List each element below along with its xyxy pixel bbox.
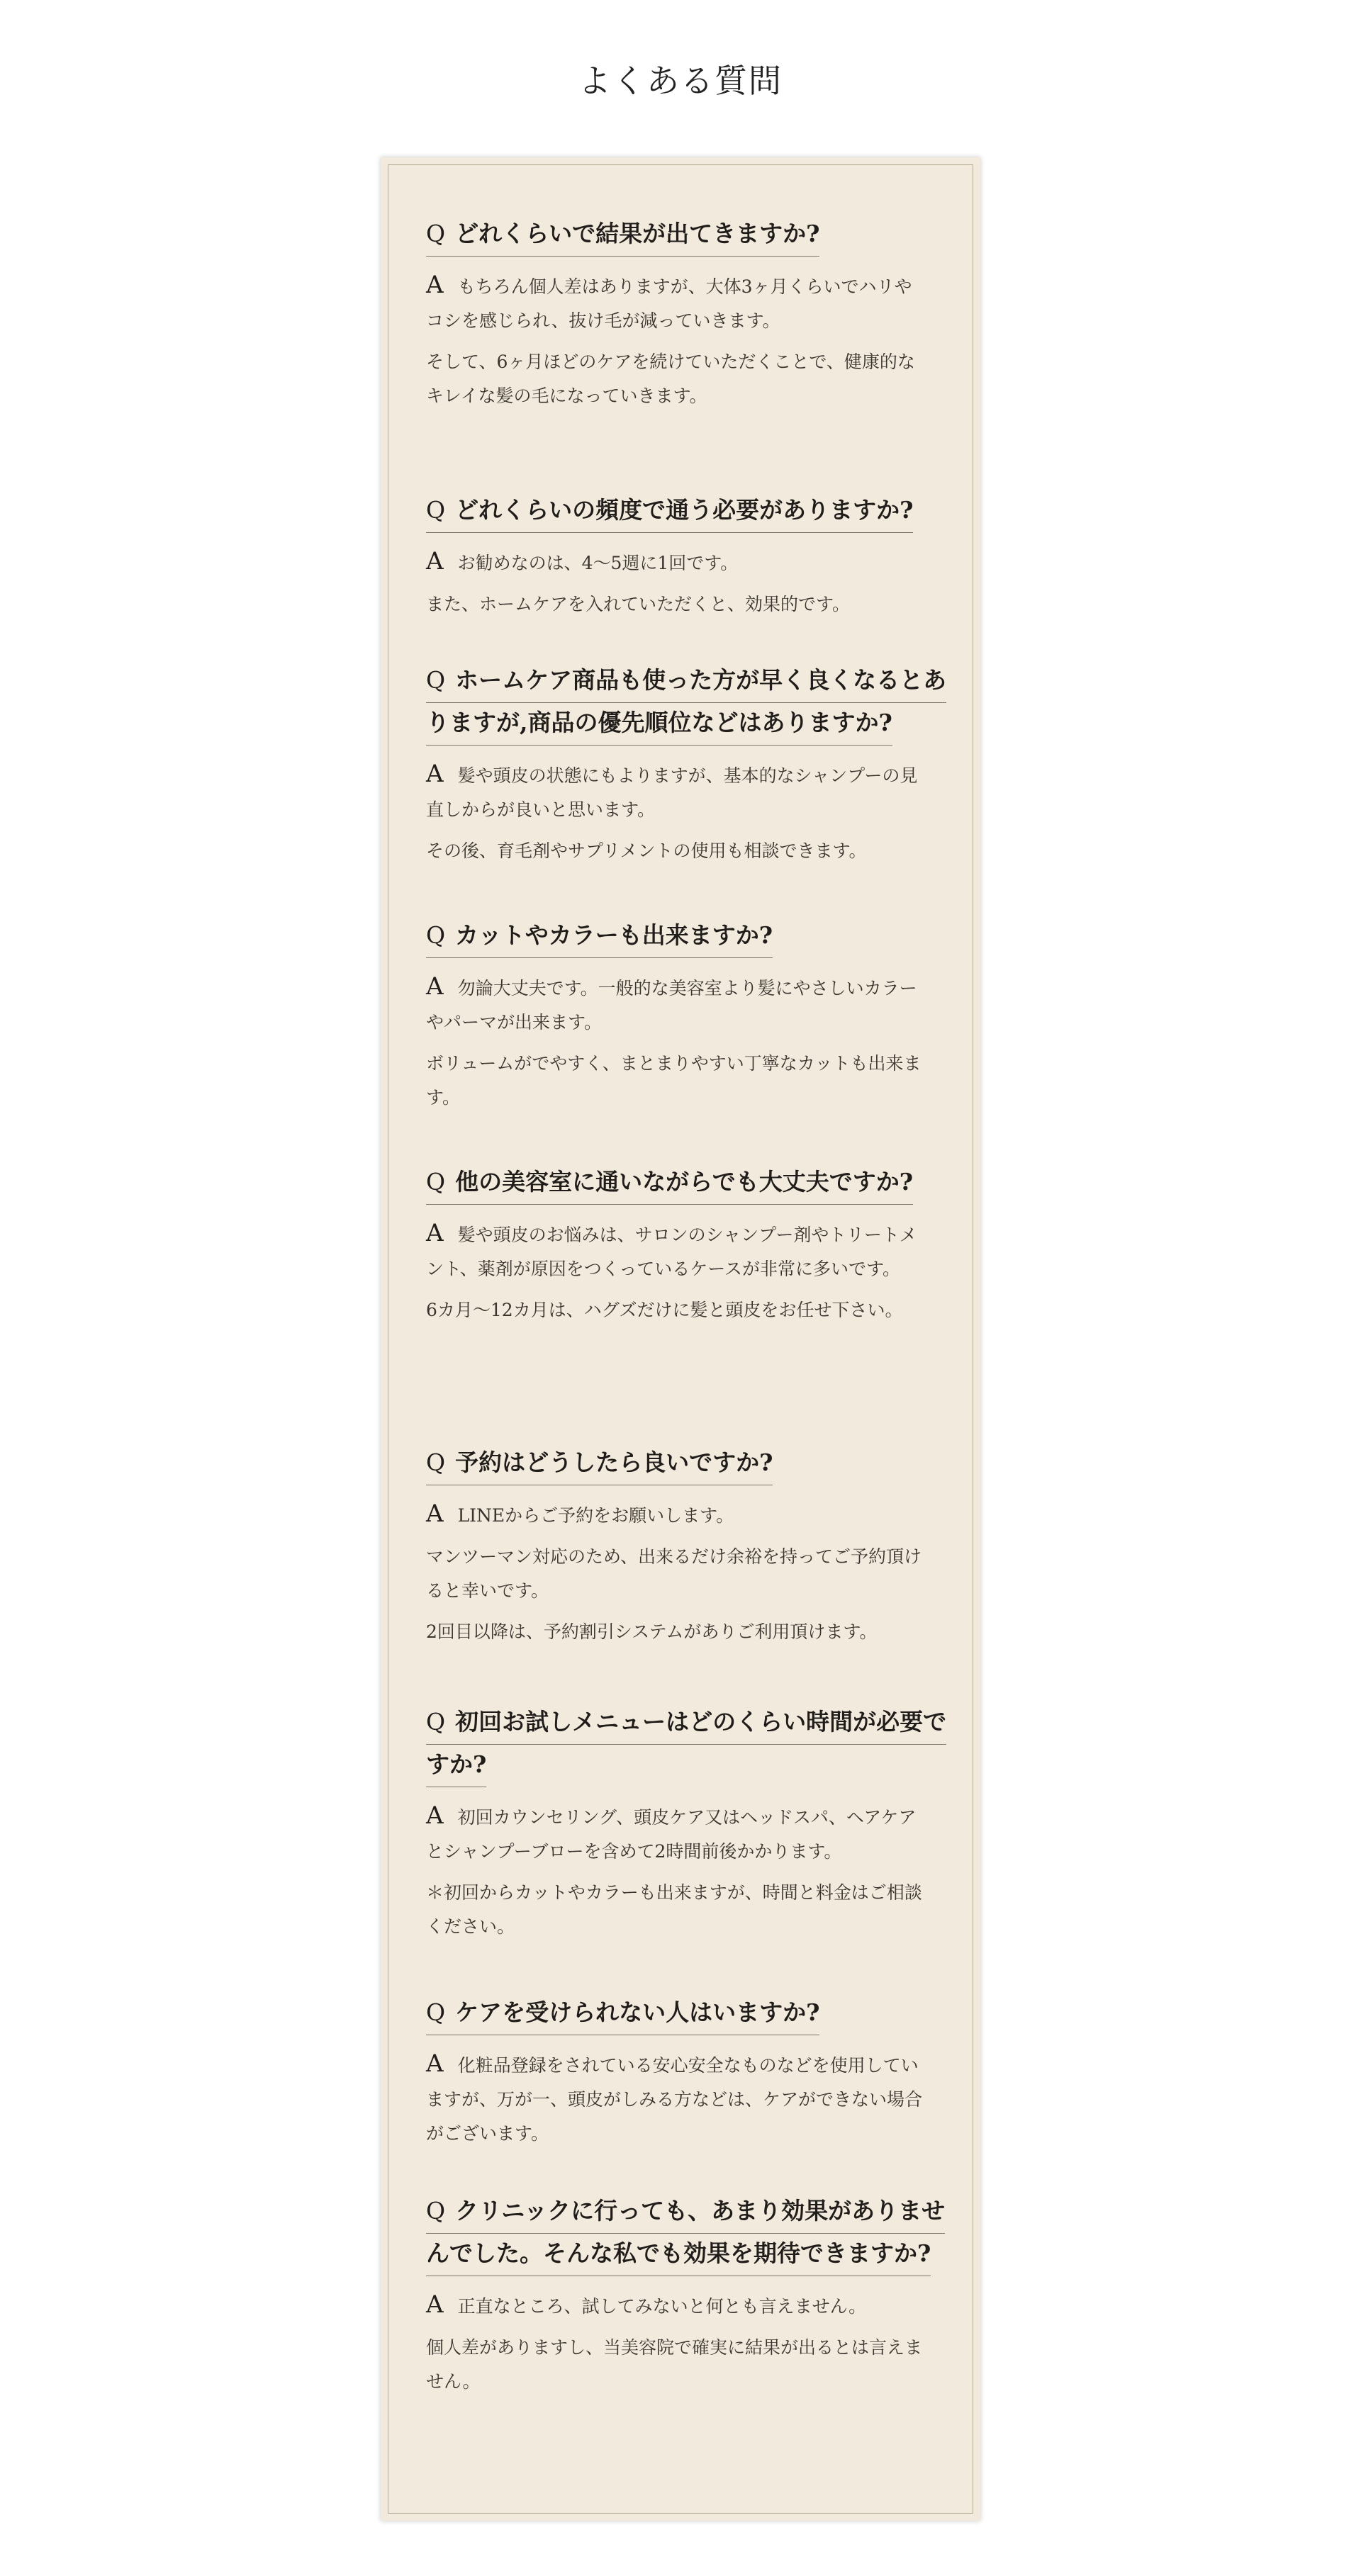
faq-answer bbox=[426, 2288, 947, 2399]
faq-answer bbox=[426, 544, 947, 621]
q-mark: Q bbox=[426, 1708, 446, 1736]
faq-item-8 bbox=[426, 1991, 947, 2158]
faq-question bbox=[426, 489, 947, 531]
a-mark: A bbox=[426, 2049, 444, 2078]
faq-question bbox=[426, 213, 947, 255]
q-mark: Q bbox=[426, 2197, 446, 2225]
answer-paragraph: ＊初回からカットやカラーも出来ますが、時間と料金はご相談ください。 bbox=[426, 1882, 922, 1937]
faq-answer bbox=[426, 1497, 947, 1649]
a-mark: A bbox=[426, 1801, 444, 1830]
a-mark: A bbox=[426, 1219, 444, 1247]
faq-question bbox=[426, 2190, 947, 2275]
q-mark: Q bbox=[426, 666, 446, 694]
question-text: どれくらいの頻度で通う必要がありますか? bbox=[455, 496, 914, 524]
faq-question bbox=[426, 1441, 947, 1484]
faq-question bbox=[426, 659, 947, 744]
answer-paragraph: そして、6ヶ月ほどのケアを続けていただくことで、健康的なキレイな髪の毛になっていきます。 bbox=[426, 351, 915, 406]
faq-answer bbox=[426, 2047, 947, 2151]
answer-text: 髪や頭皮の状態にもよりますが、基本的なシャンプーの見直しからが良いと思います。 bbox=[426, 765, 918, 820]
question-text: カットやカラーも出来ますか? bbox=[455, 921, 773, 949]
answer-text: 化粧品登録をされている安心安全なものなどを使用していますが、万が一、頭皮がしみる方などは、ケアができない場合がございます。 bbox=[426, 2055, 923, 2144]
faq-item-9 bbox=[426, 2190, 947, 2406]
faq-item-2 bbox=[426, 489, 947, 629]
faq-item-7 bbox=[426, 1701, 947, 1951]
question-text: 予約はどうしたら良いですか? bbox=[455, 1449, 773, 1476]
answer-text: 勿論大丈夫です。一般的な美容室より髪にやさしいカラーやパーマが出来ます。 bbox=[426, 978, 917, 1033]
faq-answer bbox=[426, 969, 947, 1115]
answer-text: 初回カウンセリング、頭皮ケア又はヘッドスパ、ヘアケアとシャンプーブローを含めて2時間前後かかります。 bbox=[426, 1807, 917, 1862]
a-mark: A bbox=[426, 972, 444, 1001]
question-text: ホームケア商品も使った方が早く良くなるとありますが,商品の優先順位などはありますか? bbox=[426, 666, 947, 736]
answer-text: 髪や頭皮のお悩みは、サロンのシャンプー剤やトリートメント、薬剤が原因をつくっているケースが非常に多いです。 bbox=[426, 1225, 917, 1279]
q-mark: Q bbox=[426, 1168, 446, 1196]
q-mark: Q bbox=[426, 921, 446, 949]
page-title: よくある質問 bbox=[578, 62, 783, 100]
faq-item-4 bbox=[426, 914, 947, 1122]
a-mark: A bbox=[426, 271, 444, 299]
question-text: クリニックに行っても、あまり効果がありませんでした。そんな私でも効果を期待できますか? bbox=[426, 2197, 946, 2267]
question-text: どれくらいで結果が出てきますか? bbox=[455, 220, 820, 247]
q-mark: Q bbox=[426, 220, 446, 247]
faq-item-3 bbox=[426, 659, 947, 875]
faq-question bbox=[426, 1701, 947, 1786]
faq-question bbox=[426, 1991, 947, 2034]
answer-paragraph: 2回目以降は、予約割引システムがありご利用頂けます。 bbox=[426, 1621, 878, 1642]
answer-paragraph: 個人差がありますし、当美容院で確実に結果が出るとは言えません。 bbox=[426, 2337, 923, 2392]
answer-text: LINEからご予約をお願いします。 bbox=[457, 1505, 734, 1526]
a-mark: A bbox=[426, 547, 444, 575]
answer-paragraph: 6カ月〜12カ月は、ハグズだけに髪と頭皮をお任せ下さい。 bbox=[426, 1300, 903, 1320]
faq-answer bbox=[426, 757, 947, 868]
answer-paragraph: また、ホームケアを入れていただくと、効果的です。 bbox=[426, 594, 851, 614]
q-mark: Q bbox=[426, 1449, 446, 1476]
q-mark: Q bbox=[426, 1998, 446, 2026]
answer-paragraph: マンツーマン対応のため、出来るだけ余裕を持ってご予約頂けると幸いです。 bbox=[426, 1546, 922, 1601]
answer-paragraph: ボリュームがでやすく、まとまりやすい丁寧なカットも出来ます。 bbox=[426, 1053, 922, 1108]
faq-item-1 bbox=[426, 213, 947, 420]
faq-item-5 bbox=[426, 1161, 947, 1334]
question-text: 初回お試しメニューはどのくらい時間が必要ですか? bbox=[426, 1708, 947, 1778]
answer-text: もちろん個人差はありますが、大体3ヶ月くらいでハリやコシを感じられ、抜け毛が減っていきます。 bbox=[426, 276, 912, 331]
question-text: ケアを受けられない人はいますか? bbox=[455, 1998, 820, 2026]
question-text: 他の美容室に通いながらでも大丈夫ですか? bbox=[455, 1168, 914, 1196]
a-mark: A bbox=[426, 1500, 444, 1528]
faq-question bbox=[426, 914, 947, 957]
faq-item-6 bbox=[426, 1441, 947, 1656]
faq-panel bbox=[381, 157, 980, 2521]
a-mark: A bbox=[426, 2290, 444, 2319]
faq-answer bbox=[426, 268, 947, 413]
faq-question bbox=[426, 1161, 947, 1203]
a-mark: A bbox=[426, 760, 444, 788]
q-mark: Q bbox=[426, 496, 446, 524]
answer-paragraph: その後、育毛剤やサプリメントの使用も相談できます。 bbox=[426, 840, 867, 861]
faq-answer bbox=[426, 1799, 947, 1944]
faq-answer bbox=[426, 1216, 947, 1327]
answer-text: 正直なところ、試してみないと何とも言えません。 bbox=[457, 2296, 867, 2317]
answer-text: お勧めなのは、4〜5週に1回です。 bbox=[457, 553, 739, 573]
